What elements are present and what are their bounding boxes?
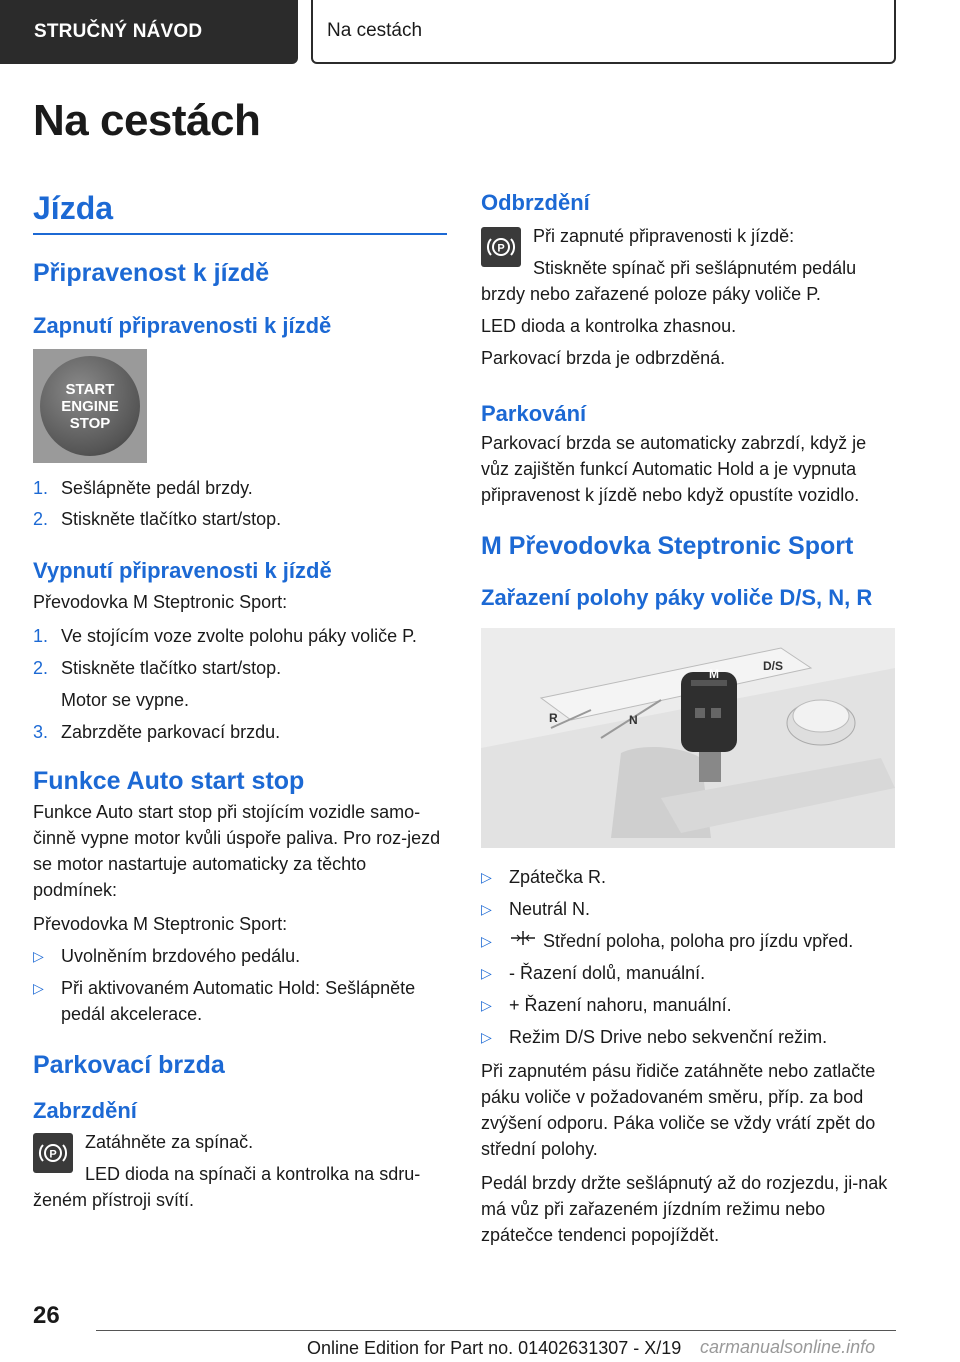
heading-prevodovka: M Převodovka Steptronic Sport xyxy=(481,531,854,560)
item-text: Neutrál N. xyxy=(509,898,591,919)
odbrzdeni-line2: Stiskněte spínač při sešlápnutém pedálu brzdy nebo zařazené poloze páky voliče P. xyxy=(481,257,857,304)
item-text: - Řazení dolů, manuální. xyxy=(509,962,706,983)
step-number: 2. xyxy=(33,658,49,679)
svg-text:P: P xyxy=(497,242,505,255)
list-item xyxy=(33,623,447,649)
triangle-bullet-icon: ▷ xyxy=(481,868,492,885)
zabrzdeni-line2: LED dioda na spínači a kontrolka na sdru-ženém přístroji svítí. xyxy=(33,1163,421,1210)
gear-items xyxy=(481,864,895,1050)
gear-paragraph-1: Při zapnutém pásu řidiče zatáhněte nebo zatlačte páku voliče v požadovaném směru, příp. za bod zvýšení odporu. Páka voliče se vždy vrátí zpět do střední polohy. xyxy=(481,1060,876,1159)
gear-selector-photo xyxy=(481,628,895,848)
heading-jizda: Jízda xyxy=(33,190,447,235)
left-column xyxy=(33,190,447,1213)
step-text: Ve stojícím voze zvolte polohu páky voliče P. xyxy=(61,626,417,647)
list-item xyxy=(481,960,895,986)
list-item xyxy=(33,655,447,681)
svg-text:P: P xyxy=(49,1148,57,1161)
heading-zapnuti: Zapnutí připravenosti k jízdě xyxy=(33,312,332,338)
triangle-bullet-icon: ▷ xyxy=(33,979,44,996)
photo-r-label: R xyxy=(549,710,558,725)
page-title: Na cestách xyxy=(33,96,261,145)
list-item xyxy=(33,975,447,1027)
photo-brand-label: M xyxy=(709,666,719,681)
zabrzdeni-line1: Zatáhněte za spínač. xyxy=(85,1131,254,1152)
heading-auto-start-stop: Funkce Auto start stop xyxy=(33,767,305,796)
step-text: Zabrzděte parkovací brzdu. xyxy=(61,722,281,743)
heading-zarazeni: Zařazení polohy páky voliče D/S, N, R xyxy=(481,585,873,611)
heading-parkovani: Parkování xyxy=(481,400,587,426)
edition-text: Online Edition for Part no. 01402631307 - X/19 xyxy=(307,1338,682,1358)
gear-paragraph-2: Pedál brzdy držte sešlápnutý až do rozjezdu, ji-nak má vůz při zařazeném jízdním režimu nebo zpátečce tendenci popojíždět. xyxy=(481,1172,888,1245)
item-text: Režim D/S Drive nebo sekvenční režim. xyxy=(509,1026,828,1047)
auto-text: Funkce Auto start stop při stojícím vozidle samo-činně vypne motor kvůli úspoře paliva. Pro roz-jezd se motor nastartuje automaticky za těchto podmínek: xyxy=(33,801,441,900)
vypnuti-substep: Motor se vypne. xyxy=(61,690,190,711)
item-text: Zpátečka R. xyxy=(509,866,607,887)
page-number: 26 xyxy=(33,1302,60,1329)
list-item xyxy=(33,475,447,501)
heading-odbrzdeni: Odbrzdění xyxy=(481,190,590,215)
list-item xyxy=(33,506,447,532)
center-position-icon xyxy=(509,928,543,954)
parkovani-text: Parkovací brzda se automaticky zabrzdí, když je vůz zajištěn funkcí Automatic Hold a je vypnuta připravenost k jízdě nebo když opustíte vozidlo. xyxy=(481,432,867,505)
item-text: Střední poloha, poloha pro jízdu vpřed. xyxy=(543,930,854,951)
triangle-bullet-icon: ▷ xyxy=(481,932,492,949)
zapnuti-steps xyxy=(33,475,447,532)
parking-brake-icon xyxy=(33,1133,73,1173)
triangle-bullet-icon: ▷ xyxy=(481,964,492,981)
odbrzdeni-line3: LED dioda a kontrolka zhasnou. xyxy=(481,315,737,336)
list-item xyxy=(481,896,895,922)
odbrzdeni-line1: Při zapnuté připravenosti k jízdě: xyxy=(533,225,795,246)
odbrzdeni-block xyxy=(481,223,895,307)
chapter-tab[interactable] xyxy=(311,0,896,64)
heading-vypnuti: Vypnutí připravenosti k jízdě xyxy=(33,558,332,584)
list-item xyxy=(481,1024,895,1050)
step-number: 3. xyxy=(33,722,49,743)
odbrzdeni-line4: Parkovací brzda je odbrzděná. xyxy=(481,347,726,368)
photo-n-label: N xyxy=(629,712,638,727)
heading-parkovaci-brzda: Parkovací brzda xyxy=(33,1050,225,1079)
start-engine-button-image xyxy=(33,349,147,463)
step-text: Stiskněte tlačítko start/stop. xyxy=(61,509,282,530)
footer-divider xyxy=(96,1330,896,1331)
right-column xyxy=(481,190,895,1248)
step-text: Sešlápněte pedál brzdy. xyxy=(61,478,253,499)
list-item xyxy=(33,943,447,969)
list-item xyxy=(33,719,447,745)
start-label: START xyxy=(65,380,115,398)
item-text: Uvolněním brzdového pedálu. xyxy=(61,945,301,966)
triangle-bullet-icon: ▷ xyxy=(481,1028,492,1045)
item-text: + Řazení nahoru, manuální. xyxy=(509,994,732,1015)
triangle-bullet-icon: ▷ xyxy=(481,900,492,917)
watermark: carmanualsonline.info xyxy=(700,1337,876,1357)
vypnuti-steps-cont xyxy=(33,719,447,745)
step-number: 1. xyxy=(33,626,49,647)
triangle-bullet-icon: ▷ xyxy=(33,947,44,964)
vypnuti-steps xyxy=(33,623,447,681)
auto-items xyxy=(33,943,447,1027)
zabrzdeni-block xyxy=(33,1129,447,1213)
step-number: 1. xyxy=(33,478,49,499)
section-tab[interactable] xyxy=(0,0,298,64)
list-item xyxy=(481,928,895,954)
heading-pripravenost: Připravenost k jízdě xyxy=(33,259,270,287)
item-text: Při aktivovaném Automatic Hold: Sešlápněte pedál akcelerace. xyxy=(61,977,416,1024)
parking-brake-icon xyxy=(481,227,521,267)
step-number: 2. xyxy=(33,509,49,530)
photo-ds-label: D/S xyxy=(763,658,784,673)
engine-label: ENGINE xyxy=(61,397,119,415)
list-item xyxy=(481,864,895,890)
chapter-tab-label: Na cestách xyxy=(327,20,423,41)
heading-zabrzdeni: Zabrzdění xyxy=(33,1098,137,1124)
triangle-bullet-icon: ▷ xyxy=(481,996,492,1013)
list-item xyxy=(481,992,895,1018)
step-text: Stiskněte tlačítko start/stop. xyxy=(61,658,282,679)
section-tab-label: STRUČNÝ NÁVOD xyxy=(34,21,203,42)
vypnuti-intro: Převodovka M Steptronic Sport: xyxy=(33,592,288,613)
stop-label: STOP xyxy=(69,414,111,432)
auto-intro: Převodovka M Steptronic Sport: xyxy=(33,913,288,934)
